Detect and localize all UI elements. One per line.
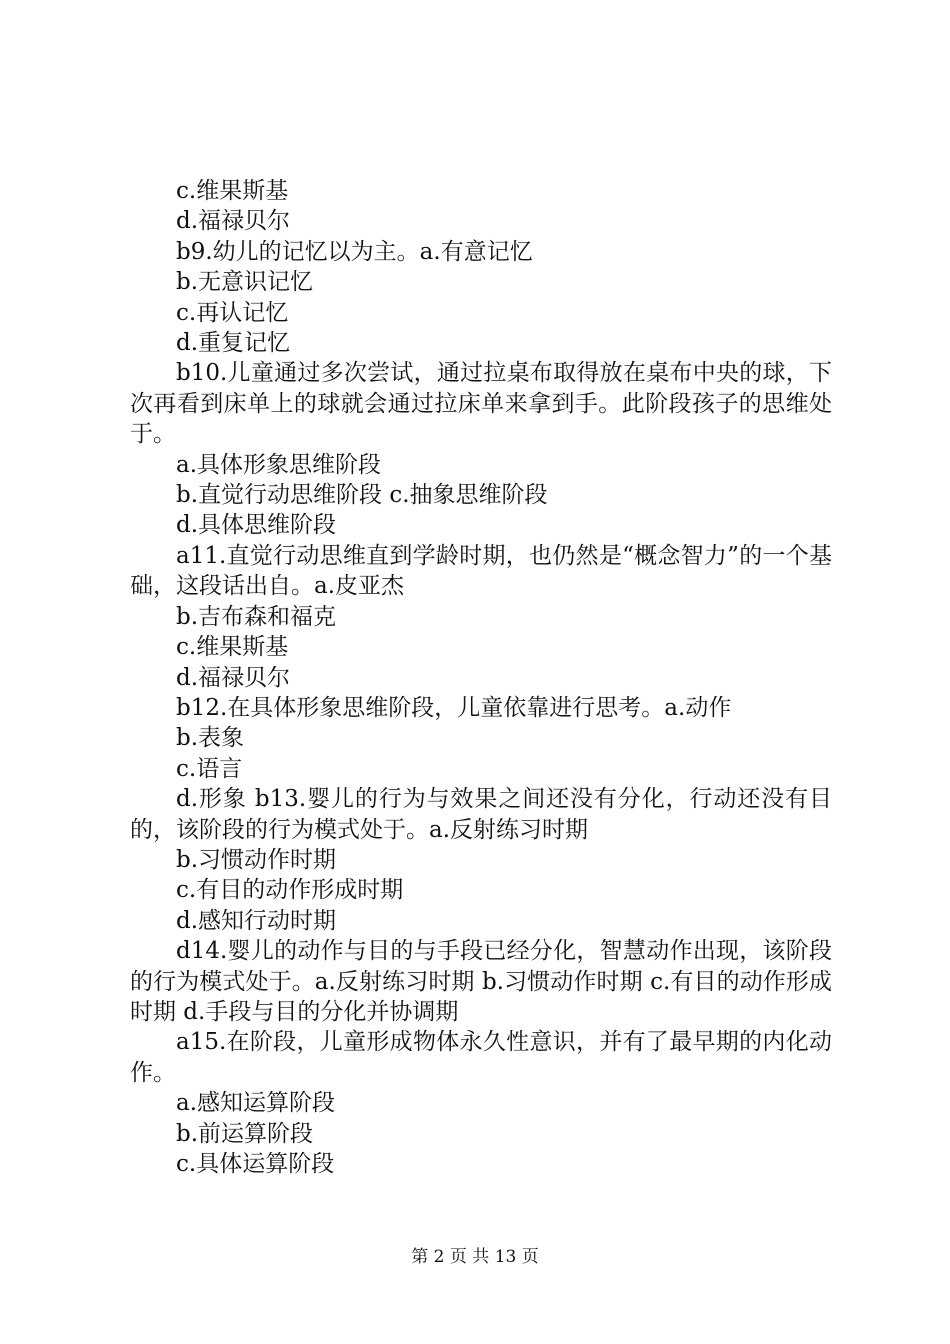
text-line: c.维果斯基 [176, 634, 289, 661]
text-line: c.语言 [176, 755, 243, 782]
text-line: d.福禄贝尔 [176, 208, 291, 235]
question-line: d14.婴儿的动作与目的与手段已经分化，智慧动作出现，该阶段的行为模式处于。a.反射练习时期 b.习惯动作时期 c.有目的动作形成时期 d.手段与目的分化并协调期 [130, 938, 832, 1025]
text-line: b.无意识记忆 [176, 269, 314, 296]
question-line: a15.在阶段，儿童形成物体永久性意识，并有了最早期的内化动作。 [130, 1029, 832, 1086]
question-line: b12.在具体形象思维阶段，儿童依靠进行思考。a.动作 [176, 694, 732, 721]
question-line: b9.幼儿的记忆以为主。a.有意记忆 [176, 238, 533, 265]
text-line: c.有目的动作形成时期 [176, 877, 404, 904]
text-line: c.具体运算阶段 [176, 1151, 335, 1177]
question-line: b10.儿童通过多次尝试，通过拉桌布取得放在桌布中央的球，下次再看到床单上的球就会通过拉床单来拿到手。此阶段孩子的思维处于。 [130, 360, 832, 448]
text-line: a.感知运算阶段 [176, 1090, 336, 1117]
text-line: d.感知行动时期 [176, 907, 337, 934]
text-line: b.习惯动作时期 [176, 846, 337, 873]
document-body [130, 176, 832, 1179]
text-line: b.前运算阶段 [176, 1120, 314, 1147]
text-line: b.表象 [176, 725, 245, 752]
text-line: d.福禄贝尔 [176, 664, 291, 691]
text-line: b.直觉行动思维阶段 c.抽象思维阶段 [176, 482, 548, 509]
question-line: d.形象 b13.婴儿的行为与效果之间还没有分化，行动还没有目的，该阶段的行为模式处于。a.反射练习时期 [130, 786, 832, 843]
text-line: c.维果斯基 [176, 178, 289, 204]
text-line: b.吉布森和福克 [176, 603, 337, 630]
page-number-footer: 第 2 页 共 13 页 [411, 1247, 539, 1267]
question-line: a11.直觉行动思维直到学龄时期，也仍然是“概念智力”的一个基础，这段话出自。a.皮亚杰 [130, 542, 832, 600]
text-line: c.再认记忆 [176, 299, 289, 326]
text-line: d.具体思维阶段 [176, 512, 337, 539]
text-line: d.重复记忆 [176, 330, 291, 357]
text-line: a.具体形象思维阶段 [176, 451, 382, 478]
